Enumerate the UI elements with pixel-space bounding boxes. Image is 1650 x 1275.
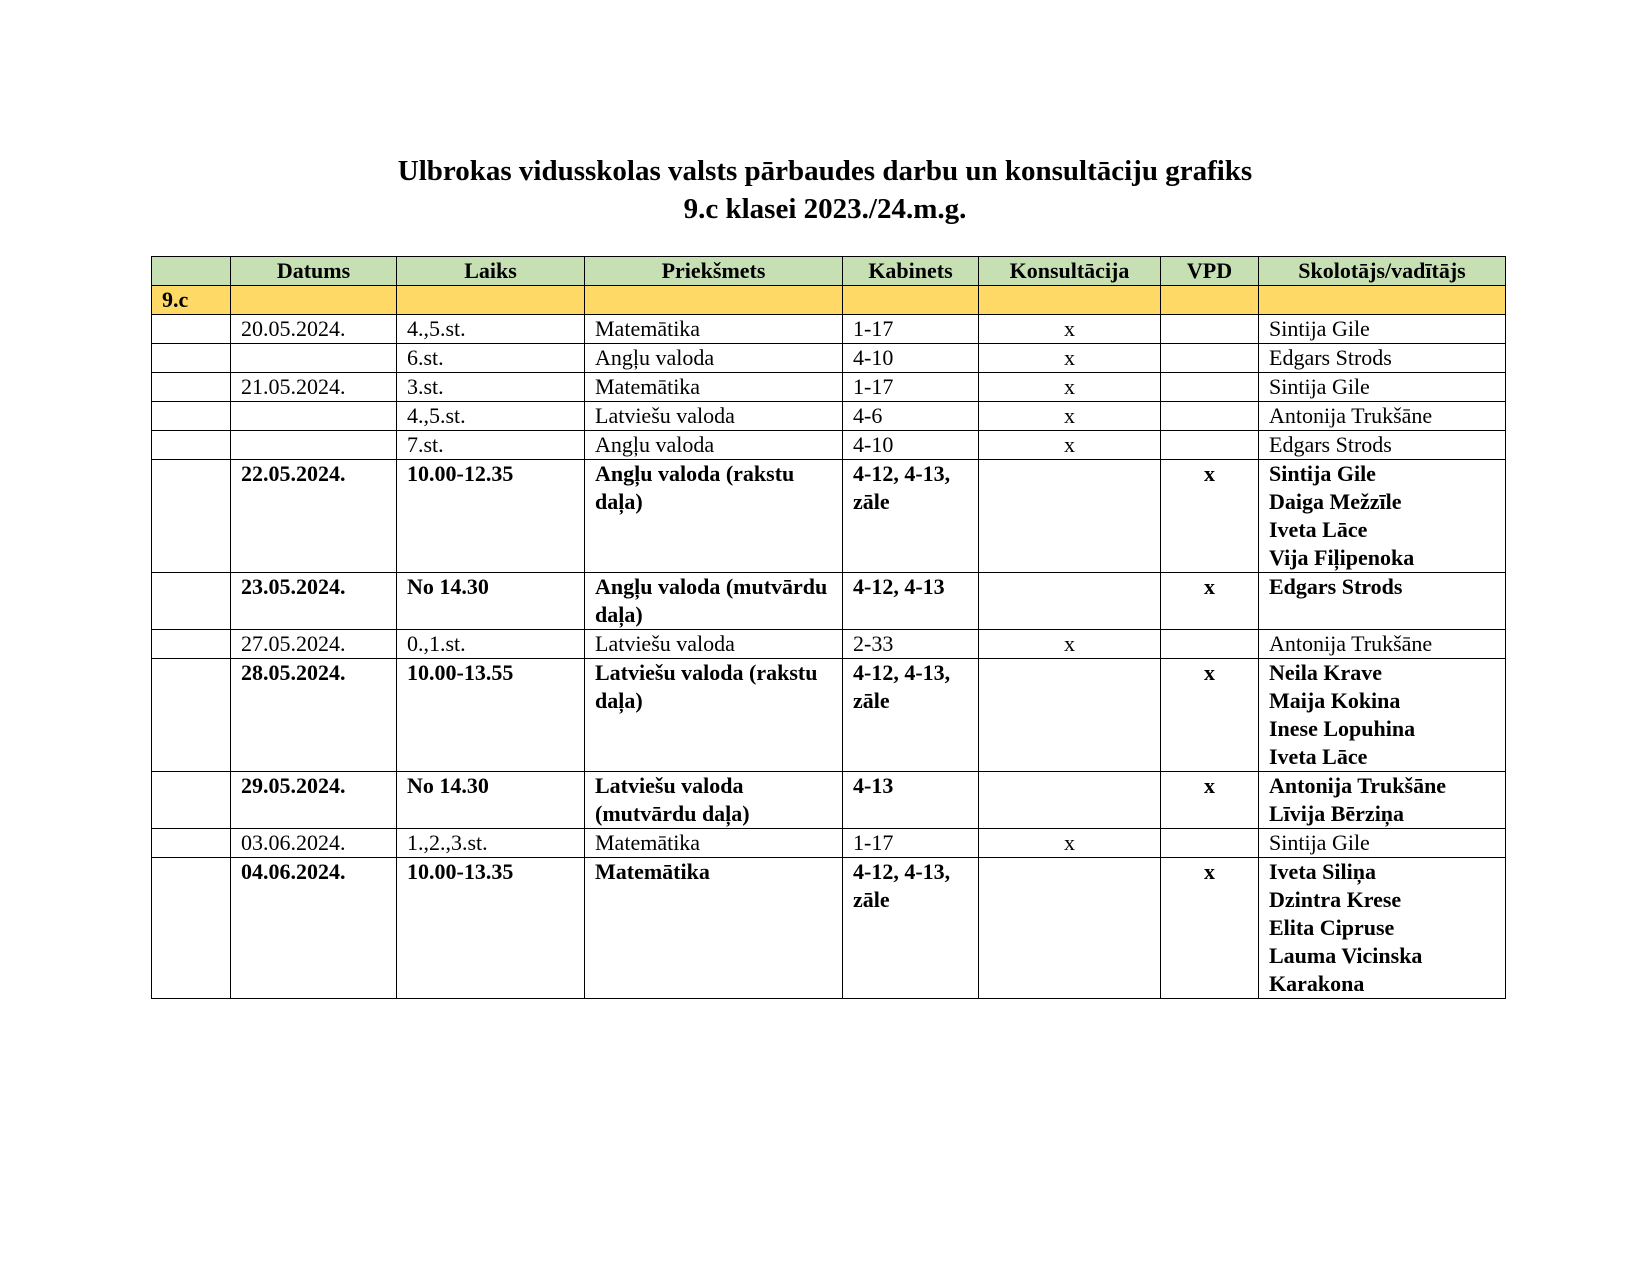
time-cell: No 14.30 [397, 573, 585, 630]
consultation-cell: x [979, 829, 1161, 858]
teacher-name: Inese Lopuhina [1269, 716, 1416, 741]
date-cell: 21.05.2024. [231, 373, 397, 402]
teacher-cell [1259, 402, 1506, 431]
date-cell: 22.05.2024. [231, 460, 397, 573]
row-blank-cell [152, 373, 231, 402]
header-cell-blank [152, 257, 231, 286]
header-cell-consultation: Konsultācija [979, 257, 1161, 286]
teacher-name: Dzintra Krese [1269, 887, 1402, 912]
subject-cell: Angļu valoda (mutvārdu daļa) [585, 573, 843, 630]
header-cell-teacher: Skolotājs/vadītājs [1259, 257, 1506, 286]
subject-cell: Matemātika [585, 373, 843, 402]
teacher-cell [1259, 829, 1506, 858]
vpd-cell: x [1161, 460, 1259, 573]
teacher-cell [1259, 460, 1506, 573]
vpd-cell: x [1161, 772, 1259, 829]
teacher-cell [1259, 315, 1506, 344]
table-row [152, 573, 1506, 630]
teacher-name: Edgars Strods [1269, 574, 1403, 599]
page-title: Ulbrokas vidusskolas valsts pārbaudes darbu un konsultāciju grafiks [397, 155, 1253, 187]
teacher-name: Sintija Gile [1269, 374, 1370, 399]
room-cell: 4-12, 4-13, zāle [843, 858, 979, 999]
room-cell: 1-17 [843, 315, 979, 344]
date-cell [231, 344, 397, 373]
consultation-cell: x [979, 630, 1161, 659]
teacher-cell [1259, 772, 1506, 829]
date-cell [231, 402, 397, 431]
teacher-name: Līvija Bērziņa [1269, 801, 1405, 826]
subject-cell: Latviešu valoda (rakstu daļa) [585, 659, 843, 772]
table-row [152, 460, 1506, 573]
time-cell: No 14.30 [397, 772, 585, 829]
time-cell: 10.00-13.55 [397, 659, 585, 772]
consultation-cell: x [979, 344, 1161, 373]
class-group-row [152, 286, 1506, 315]
teacher-cell [1259, 573, 1506, 630]
vpd-cell: x [1161, 573, 1259, 630]
row-blank-cell [152, 402, 231, 431]
teacher-name: Iveta Lāce [1269, 744, 1368, 769]
table-row [152, 659, 1506, 772]
table-row [152, 344, 1506, 373]
room-cell: 4-12, 4-13 [843, 573, 979, 630]
table-row [152, 630, 1506, 659]
time-cell: 4.,5.st. [397, 402, 585, 431]
header-cell-time: Laiks [397, 257, 585, 286]
vpd-cell [1161, 630, 1259, 659]
subject-cell: Matemātika [585, 315, 843, 344]
teacher-name: Daiga Mežzīle [1269, 489, 1402, 514]
schedule-table [151, 256, 1506, 999]
subject-cell: Angļu valoda (rakstu daļa) [585, 460, 843, 573]
date-cell: 29.05.2024. [231, 772, 397, 829]
date-cell: 27.05.2024. [231, 630, 397, 659]
room-cell: 4-10 [843, 431, 979, 460]
row-blank-cell [152, 431, 231, 460]
row-blank-cell [152, 573, 231, 630]
consultation-cell [979, 659, 1161, 772]
subject-cell: Latviešu valoda [585, 630, 843, 659]
subject-cell: Angļu valoda [585, 431, 843, 460]
subject-cell: Latviešu valoda (mutvārdu daļa) [585, 772, 843, 829]
row-blank-cell [152, 829, 231, 858]
row-blank-cell [152, 630, 231, 659]
time-cell: 10.00-12.35 [397, 460, 585, 573]
table-row [152, 772, 1506, 829]
header-cell-vpd: VPD [1161, 257, 1259, 286]
row-blank-cell [152, 460, 231, 573]
row-blank-cell [152, 315, 231, 344]
date-cell: 04.06.2024. [231, 858, 397, 999]
consultation-cell [979, 858, 1161, 999]
page-subtitle: 9.c klasei 2023./24.m.g. [683, 193, 967, 225]
vpd-cell [1161, 344, 1259, 373]
teacher-name: Edgars Strods [1269, 432, 1392, 457]
table-row [152, 315, 1506, 344]
subject-cell: Latviešu valoda [585, 402, 843, 431]
teacher-name: Vija Fiļipenoka [1269, 545, 1415, 570]
teacher-name: Sintija Gile [1269, 316, 1370, 341]
time-cell: 6.st. [397, 344, 585, 373]
subject-cell: Angļu valoda [585, 344, 843, 373]
time-cell: 3.st. [397, 373, 585, 402]
date-cell: 20.05.2024. [231, 315, 397, 344]
teacher-name: Edgars Strods [1269, 345, 1392, 370]
header-cell-date: Datums [231, 257, 397, 286]
teacher-name: Maija Kokina [1269, 688, 1401, 713]
teacher-name: Iveta Lāce [1269, 517, 1368, 542]
teacher-name: Antonija Trukšāne [1269, 773, 1447, 798]
teacher-cell [1259, 344, 1506, 373]
date-cell: 23.05.2024. [231, 573, 397, 630]
room-cell: 4-13 [843, 772, 979, 829]
room-cell: 4-12, 4-13, zāle [843, 460, 979, 573]
time-cell: 4.,5.st. [397, 315, 585, 344]
teacher-name: Elita Cipruse [1269, 915, 1395, 940]
teacher-name: Antonija Trukšāne [1269, 403, 1433, 428]
vpd-cell: x [1161, 858, 1259, 999]
vpd-cell [1161, 431, 1259, 460]
consultation-cell: x [979, 402, 1161, 431]
consultation-cell: x [979, 431, 1161, 460]
time-cell: 7.st. [397, 431, 585, 460]
consultation-cell [979, 573, 1161, 630]
room-cell: 1-17 [843, 373, 979, 402]
room-cell: 4-12, 4-13, zāle [843, 659, 979, 772]
time-cell: 1.,2.,3.st. [397, 829, 585, 858]
header-cell-subject: Priekšmets [585, 257, 843, 286]
teacher-name: Neila Krave [1269, 660, 1383, 685]
consultation-cell: x [979, 373, 1161, 402]
subject-cell: Matemātika [585, 858, 843, 999]
header-cell-room: Kabinets [843, 257, 979, 286]
consultation-cell [979, 772, 1161, 829]
vpd-cell [1161, 402, 1259, 431]
teacher-cell [1259, 431, 1506, 460]
room-cell: 2-33 [843, 630, 979, 659]
consultation-cell [979, 460, 1161, 573]
teacher-cell [1259, 858, 1506, 999]
row-blank-cell [152, 772, 231, 829]
table-row [152, 373, 1506, 402]
teacher-cell [1259, 659, 1506, 772]
time-cell: 10.00-13.35 [397, 858, 585, 999]
table-header-row [152, 257, 1506, 286]
date-cell [231, 431, 397, 460]
teacher-name: Antonija Trukšāne [1269, 631, 1433, 656]
teacher-name: Lauma Vicinska Karakona [1269, 943, 1423, 996]
row-blank-cell [152, 858, 231, 999]
teacher-cell [1259, 373, 1506, 402]
consultation-cell: x [979, 315, 1161, 344]
teacher-name: Iveta Siliņa [1269, 859, 1376, 884]
room-cell: 4-10 [843, 344, 979, 373]
date-cell: 28.05.2024. [231, 659, 397, 772]
vpd-cell: x [1161, 659, 1259, 772]
teacher-name: Sintija Gile [1269, 830, 1370, 855]
vpd-cell [1161, 315, 1259, 344]
vpd-cell [1161, 373, 1259, 402]
subject-cell: Matemātika [585, 829, 843, 858]
table-row [152, 829, 1506, 858]
time-cell: 0.,1.st. [397, 630, 585, 659]
table-row [152, 402, 1506, 431]
class-group-label: 9.c [152, 286, 231, 315]
table-row [152, 858, 1506, 999]
teacher-cell [1259, 630, 1506, 659]
date-cell: 03.06.2024. [231, 829, 397, 858]
table-row [152, 431, 1506, 460]
vpd-cell [1161, 829, 1259, 858]
teacher-name: Sintija Gile [1269, 461, 1376, 486]
row-blank-cell [152, 344, 231, 373]
room-cell: 4-6 [843, 402, 979, 431]
room-cell: 1-17 [843, 829, 979, 858]
row-blank-cell [152, 659, 231, 772]
